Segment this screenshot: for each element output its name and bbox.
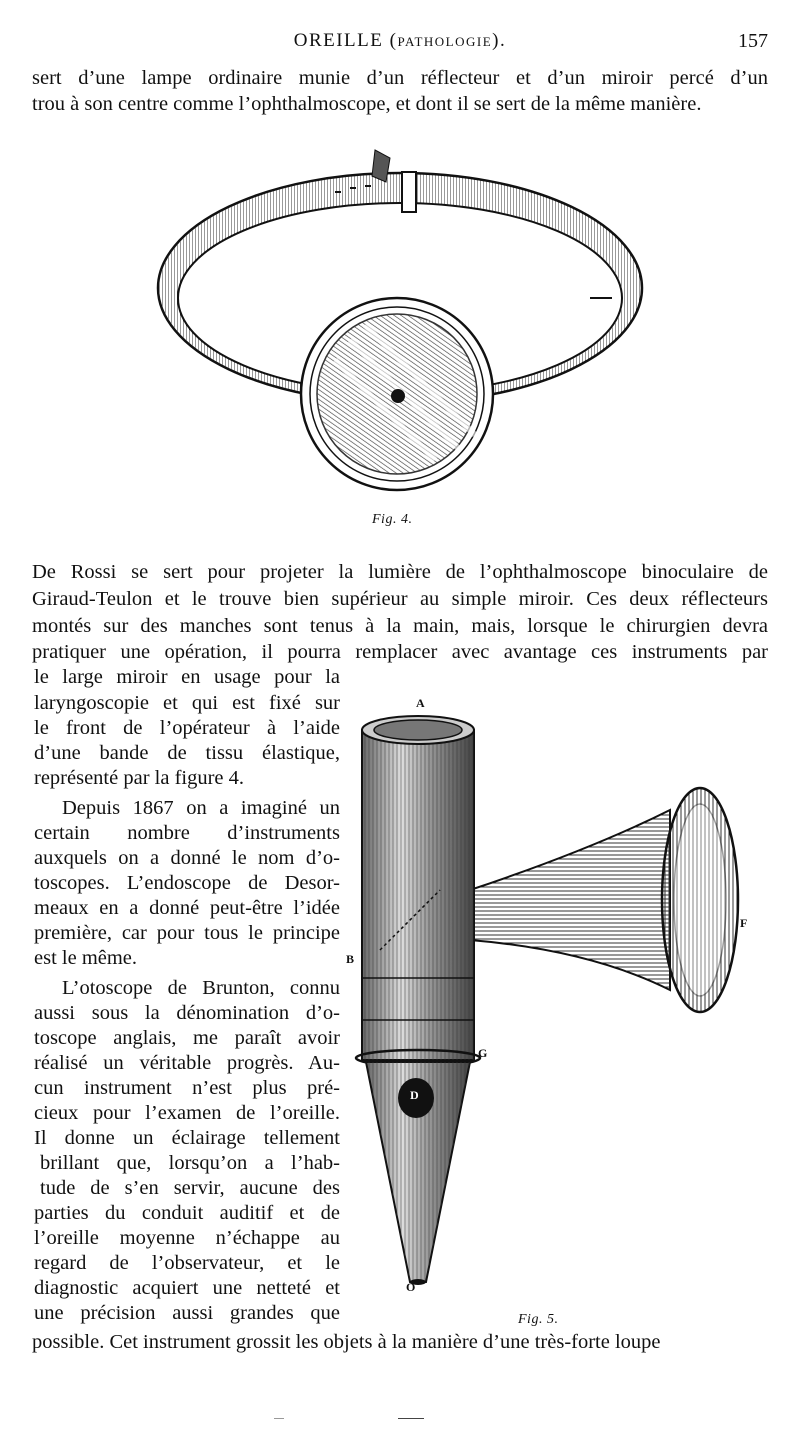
fig5-label-o: O	[406, 1280, 416, 1294]
column-line: première, car pour tous le principe	[34, 922, 340, 944]
scan-mark	[274, 1418, 284, 1419]
column-line: d’une bande de tissu élastique,	[34, 742, 340, 764]
column-line: L’otoscope de Brunton, connu	[62, 977, 340, 999]
text-line: pratiquer une opération, il pourra remplacer avec avantage ces instruments par	[32, 641, 768, 663]
text-line: possible. Cet instrument grossit les objets à la manière d’une très-forte loupe	[32, 1331, 661, 1353]
fig5-label-a: A	[416, 696, 425, 710]
text-line: De Rossi se sert pour projeter la lumière de l’ophthalmoscope binoculaire de	[32, 561, 768, 583]
column-line: représenté par la figure 4.	[34, 767, 245, 789]
column-line: diagnostic acquiert une netteté et	[34, 1277, 340, 1299]
column-line: Depuis 1867 on a imaginé un	[62, 797, 340, 819]
text-line: montés sur des manches sont tenus à la main, mais, lorsque le chirurgien devra	[32, 615, 768, 637]
column-line: regard de l’observateur, et le	[34, 1252, 340, 1274]
column-line: le front de l’opérateur à l’aide	[34, 717, 340, 739]
column-line: brillant que, lorsqu’on a l’hab-	[40, 1152, 340, 1174]
column-line: auxquels on a donné le nom d’o-	[34, 847, 340, 869]
column-line: aussi sous la dénomination d’o-	[34, 1002, 340, 1024]
column-line: tude de s’en servir, aucune des	[40, 1177, 340, 1199]
column-line: une précision aussi grandes que	[34, 1302, 340, 1324]
column-line: le large miroir en usage pour la	[34, 666, 340, 688]
column-line: parties du conduit auditif et de	[34, 1202, 340, 1224]
fig4-head-mirror-illustration	[150, 140, 650, 510]
running-header	[32, 28, 768, 58]
text-line: sert d’une lampe ordinaire munie d’un réflecteur et d’un miroir percé d’un	[32, 67, 768, 89]
scan-mark	[398, 1418, 424, 1419]
column-line: certain nombre d’instruments	[34, 822, 340, 844]
fig5-label-g: G	[478, 1046, 488, 1060]
fig4-caption: Fig. 4.	[372, 512, 413, 527]
column-line: cieux pour l’examen de l’oreille.	[34, 1102, 340, 1124]
fig5-caption: Fig. 5.	[518, 1312, 559, 1327]
fig5-label-d: D	[410, 1088, 419, 1102]
column-line: toscope anglais, me paraît avoir	[34, 1027, 340, 1049]
fig5-label-f: F	[740, 916, 748, 930]
running-title: OREILLE (PATHOLOGIE).	[293, 30, 507, 51]
fig5-label-b: B	[346, 952, 355, 966]
text-line: Giraud-Teulon et le trouve bien supérieur au simple miroir. Ces deux réflecteurs	[32, 588, 768, 610]
column-line: est le même.	[34, 947, 138, 969]
page-number: 157	[738, 30, 768, 52]
column-line: cun instrument n’est plus pré-	[34, 1077, 340, 1099]
column-line: l’oreille moyenne n’échappe au	[34, 1227, 340, 1249]
column-line: toscopes. L’endoscope de Desor-	[34, 872, 340, 894]
column-line: réalisé un véritable progrès. Au-	[34, 1052, 340, 1074]
text-line: trou à son centre comme l’ophthalmoscope, et dont il se sert de la même manière.	[32, 93, 702, 115]
column-line: meaux en a donné peut-être l’idée	[34, 897, 340, 919]
column-line: laryngoscopie et qui est fixé sur	[34, 692, 340, 714]
fig5-otoscope-illustration	[340, 690, 780, 1310]
column-line: Il donne un éclairage tellement	[34, 1127, 340, 1149]
